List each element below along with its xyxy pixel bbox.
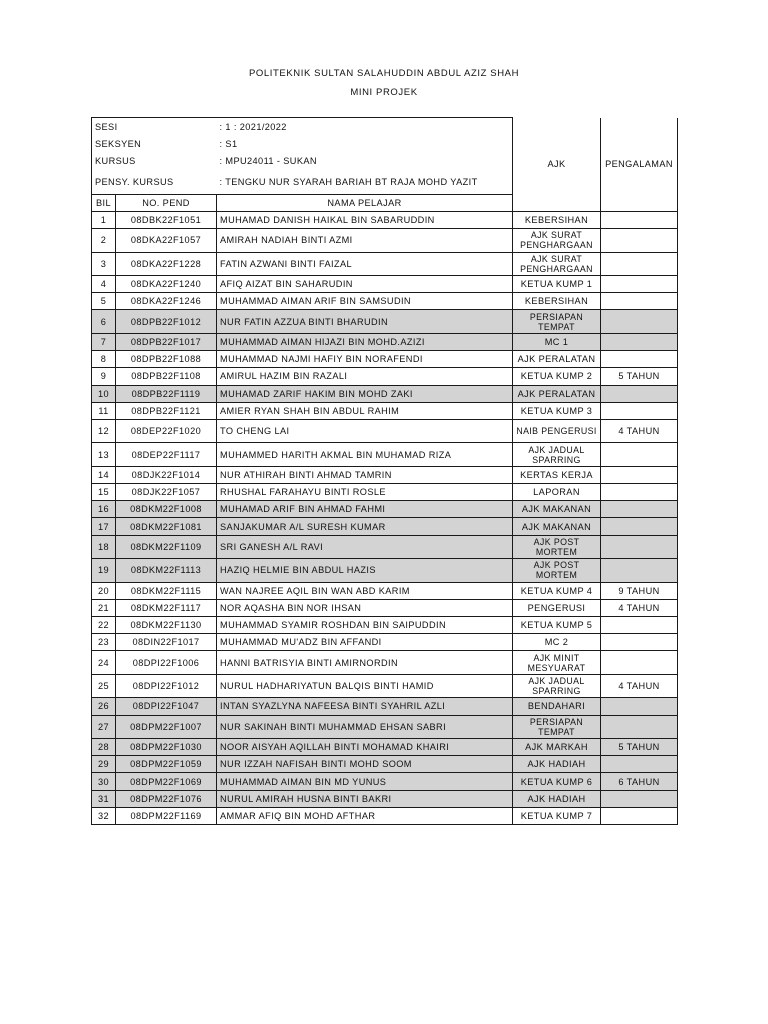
student-name: MUHAMMAD AIMAN ARIF BIN SAMSUDIN — [217, 293, 513, 310]
student-name: AMIRAH NADIAH BINTI AZMI — [217, 229, 513, 253]
ajk-role: AJK SURAT PENGHARGAAN — [513, 252, 601, 276]
student-id: 08DKA22F1228 — [116, 252, 217, 276]
table-row — [92, 773, 678, 790]
student-id: 08DJK22F1057 — [116, 484, 217, 501]
student-id: 08DPB22F1012 — [116, 310, 217, 334]
experience — [601, 756, 678, 773]
student-name: NURUL AMIRAH HUSNA BINTI BAKRI — [217, 790, 513, 807]
table-row — [92, 599, 678, 616]
ajk-role: PERSIAPAN TEMPAT — [513, 310, 601, 334]
experience — [601, 651, 678, 675]
row-number: 15 — [92, 484, 116, 501]
row-number: 8 — [92, 351, 116, 368]
student-name: HAZIQ HELMIE BIN ABDUL HAZIS — [217, 559, 513, 583]
student-id: 08DKA22F1057 — [116, 229, 217, 253]
table-row — [92, 559, 678, 583]
student-table — [91, 117, 678, 825]
student-name: HANNI BATRISYIA BINTI AMIRNORDIN — [217, 651, 513, 675]
ajk-role: KETUA KUMP 7 — [513, 807, 601, 824]
row-number: 1 — [92, 211, 116, 228]
row-number: 22 — [92, 617, 116, 634]
ajk-role: MC 1 — [513, 333, 601, 350]
ajk-role: PERSIAPAN TEMPAT — [513, 715, 601, 739]
experience — [601, 466, 678, 483]
row-number: 31 — [92, 790, 116, 807]
ajk-header: AJK — [513, 118, 601, 212]
row-number: 18 — [92, 535, 116, 559]
ajk-role: MC 2 — [513, 634, 601, 651]
student-name: MUHAMAD ZARIF HAKIM BIN MOHD ZAKI — [217, 385, 513, 402]
student-name: NOR AQASHA BIN NOR IHSAN — [217, 599, 513, 616]
row-number: 4 — [92, 276, 116, 293]
experience — [601, 807, 678, 824]
student-name: NUR SAKINAH BINTI MUHAMMAD EHSAN SABRI — [217, 715, 513, 739]
institution-title: POLITEKNIK SULTAN SALAHUDDIN ABDUL AZIZ SHAH — [248, 68, 520, 79]
row-number: 2 — [92, 229, 116, 253]
ajk-role: KEBERSIHAN — [513, 293, 601, 310]
ajk-role: AJK PERALATAN — [513, 351, 601, 368]
student-name: NUR ATHIRAH BINTI AHMAD TAMRIN — [217, 466, 513, 483]
student-id: 08DKA22F1246 — [116, 293, 217, 310]
table-row — [92, 501, 678, 518]
ajk-role: AJK SURAT PENGHARGAAN — [513, 229, 601, 253]
student-name: WAN NAJREE AQIL BIN WAN ABD KARIM — [217, 582, 513, 599]
experience — [601, 211, 678, 228]
ajk-role: KETUA KUMP 4 — [513, 582, 601, 599]
table-row — [92, 211, 678, 228]
ajk-role: AJK POST MORTEM — [513, 535, 601, 559]
experience — [601, 351, 678, 368]
table-row — [92, 385, 678, 402]
table-row — [92, 790, 678, 807]
experience — [601, 559, 678, 583]
student-id: 08DBK22F1051 — [116, 211, 217, 228]
experience — [601, 634, 678, 651]
table-row — [92, 807, 678, 824]
student-name: NURUL HADHARIYATUN BALQIS BINTI HAMID — [217, 674, 513, 698]
kursus-value: : MPU24011 - SUKAN — [217, 153, 513, 170]
table-row — [92, 715, 678, 739]
student-name: MUHAMMAD AIMAN HIJAZI BIN MOHD.AZIZI — [217, 333, 513, 350]
sesi-value: : 1 : 2021/2022 — [217, 118, 513, 136]
ajk-role: NAIB PENGERUSI — [513, 419, 601, 443]
ajk-role: KETUA KUMP 2 — [513, 368, 601, 385]
table-row — [92, 351, 678, 368]
student-id: 08DEP22F1020 — [116, 419, 217, 443]
student-name: MUHAMMAD SYAMIR ROSHDAN BIN SAIPUDDIN — [217, 617, 513, 634]
student-id: 08DPM22F1030 — [116, 739, 217, 756]
ajk-role: KETUA KUMP 3 — [513, 402, 601, 419]
table-row — [92, 333, 678, 350]
table-row — [92, 252, 678, 276]
experience: 4 TAHUN — [601, 419, 678, 443]
row-number: 3 — [92, 252, 116, 276]
experience: 5 TAHUN — [601, 739, 678, 756]
table-row — [92, 293, 678, 310]
student-id: 08DKM22F1117 — [116, 599, 217, 616]
ajk-role: KEBERSIHAN — [513, 211, 601, 228]
student-id: 08DPI22F1006 — [116, 651, 217, 675]
student-name: MUHAMMAD NAJMI HAFIY BIN NORAFENDI — [217, 351, 513, 368]
ajk-role: AJK HADIAH — [513, 790, 601, 807]
student-name: MUHAMAD DANISH HAIKAL BIN SABARUDDIN — [217, 211, 513, 228]
project-title: MINI PROJEK — [350, 87, 418, 98]
student-id: 08DKM22F1109 — [116, 535, 217, 559]
experience — [601, 402, 678, 419]
student-id: 08DPM22F1076 — [116, 790, 217, 807]
student-id: 08DPB22F1088 — [116, 351, 217, 368]
student-name: NUR IZZAH NAFISAH BINTI MOHD SOOM — [217, 756, 513, 773]
table-row — [92, 651, 678, 675]
table-row — [92, 617, 678, 634]
ajk-role: AJK POST MORTEM — [513, 559, 601, 583]
experience — [601, 252, 678, 276]
row-number: 16 — [92, 501, 116, 518]
experience — [601, 617, 678, 634]
student-id: 08DJK22F1014 — [116, 466, 217, 483]
experience — [601, 535, 678, 559]
row-number: 20 — [92, 582, 116, 599]
row-number: 29 — [92, 756, 116, 773]
ajk-role: BENDAHARI — [513, 698, 601, 715]
table-row — [92, 229, 678, 253]
bil-header: BIL — [92, 194, 116, 211]
table-row — [92, 739, 678, 756]
table-row — [92, 368, 678, 385]
student-name: AMMAR AFIQ BIN MOHD AFTHAR — [217, 807, 513, 824]
experience — [601, 715, 678, 739]
experience — [601, 518, 678, 535]
student-name: AMIRUL HAZIM BIN RAZALI — [217, 368, 513, 385]
table-row — [92, 582, 678, 599]
experience — [601, 484, 678, 501]
student-name: TO CHENG LAI — [217, 419, 513, 443]
student-id: 08DKM22F1081 — [116, 518, 217, 535]
table-row — [92, 634, 678, 651]
student-id: 08DPM22F1059 — [116, 756, 217, 773]
student-name: SANJAKUMAR A/L SURESH KUMAR — [217, 518, 513, 535]
student-name: RHUSHAL FARAHAYU BINTI ROSLE — [217, 484, 513, 501]
row-number: 12 — [92, 419, 116, 443]
student-name: MUHAMMED HARITH AKMAL BIN MUHAMAD RIZA — [217, 443, 513, 467]
ajk-role: AJK MAKANAN — [513, 518, 601, 535]
experience: 4 TAHUN — [601, 674, 678, 698]
experience — [601, 310, 678, 334]
row-number: 17 — [92, 518, 116, 535]
ajk-role: LAPORAN — [513, 484, 601, 501]
student-name: AMIER RYAN SHAH BIN ABDUL RAHIM — [217, 402, 513, 419]
student-id: 08DEP22F1117 — [116, 443, 217, 467]
ajk-role: AJK JADUAL SPARRING — [513, 443, 601, 467]
ajk-role: AJK PERALATAN — [513, 385, 601, 402]
ajk-role: AJK HADIAH — [513, 756, 601, 773]
table-row — [92, 402, 678, 419]
student-id: 08DKM22F1115 — [116, 582, 217, 599]
table-row — [92, 276, 678, 293]
student-id: 08DPI22F1012 — [116, 674, 217, 698]
row-number: 10 — [92, 385, 116, 402]
experience — [601, 276, 678, 293]
no-pend-header: NO. PEND — [116, 194, 217, 211]
student-name: AFIQ AIZAT BIN SAHARUDIN — [217, 276, 513, 293]
table-row — [92, 443, 678, 467]
table-row — [92, 466, 678, 483]
student-id: 08DKM22F1130 — [116, 617, 217, 634]
student-id: 08DPM22F1007 — [116, 715, 217, 739]
row-number: 30 — [92, 773, 116, 790]
experience — [601, 229, 678, 253]
kursus-label: KURSUS — [92, 153, 217, 170]
student-name: MUHAMMAD AIMAN BIN MD YUNUS — [217, 773, 513, 790]
experience: 6 TAHUN — [601, 773, 678, 790]
table-row — [92, 756, 678, 773]
row-number: 21 — [92, 599, 116, 616]
pensy-label: PENSY. KURSUS — [92, 170, 217, 195]
row-number: 24 — [92, 651, 116, 675]
row-number: 32 — [92, 807, 116, 824]
seksyen-label: SEKSYEN — [92, 135, 217, 152]
row-number: 26 — [92, 698, 116, 715]
experience — [601, 501, 678, 518]
experience: 9 TAHUN — [601, 582, 678, 599]
row-number: 25 — [92, 674, 116, 698]
ajk-role: KERTAS KERJA — [513, 466, 601, 483]
row-number: 28 — [92, 739, 116, 756]
student-name: MUHAMMAD MU'ADZ BIN AFFANDI — [217, 634, 513, 651]
ajk-role: AJK JADUAL SPARRING — [513, 674, 601, 698]
row-number: 9 — [92, 368, 116, 385]
student-id: 08DPB22F1119 — [116, 385, 217, 402]
student-id: 08DKA22F1240 — [116, 276, 217, 293]
ajk-role: AJK MINIT MESYUARAT — [513, 651, 601, 675]
pensy-value: : TENGKU NUR SYARAH BARIAH BT RAJA MOHD YAZIT — [217, 170, 513, 195]
experience — [601, 698, 678, 715]
student-name: INTAN SYAZLYNA NAFEESA BINTI SYAHRIL AZLI — [217, 698, 513, 715]
row-number: 23 — [92, 634, 116, 651]
table-row — [92, 674, 678, 698]
student-id: 08DPM22F1069 — [116, 773, 217, 790]
student-id: 08DPM22F1169 — [116, 807, 217, 824]
student-id: 08DPB22F1121 — [116, 402, 217, 419]
student-name: SRI GANESH A/L RAVI — [217, 535, 513, 559]
experience: 5 TAHUN — [601, 368, 678, 385]
experience — [601, 385, 678, 402]
experience — [601, 443, 678, 467]
ajk-role: AJK MAKANAN — [513, 501, 601, 518]
student-name: MUHAMAD ARIF BIN AHMAD FAHMI — [217, 501, 513, 518]
row-number: 6 — [92, 310, 116, 334]
student-id: 08DIN22F1017 — [116, 634, 217, 651]
student-name: FATIN AZWANI BINTI FAIZAL — [217, 252, 513, 276]
table-row — [92, 419, 678, 443]
experience: 4 TAHUN — [601, 599, 678, 616]
row-number: 19 — [92, 559, 116, 583]
student-id: 08DKM22F1008 — [116, 501, 217, 518]
table-row — [92, 518, 678, 535]
table-row — [92, 698, 678, 715]
experience — [601, 790, 678, 807]
ajk-role: AJK MARKAH — [513, 739, 601, 756]
nama-header: NAMA PELAJAR — [217, 194, 513, 211]
student-name: NUR FATIN AZZUA BINTI BHARUDIN — [217, 310, 513, 334]
pengalaman-header: PENGALAMAN — [601, 118, 678, 212]
student-id: 08DPB22F1108 — [116, 368, 217, 385]
row-number: 7 — [92, 333, 116, 350]
student-id: 08DKM22F1113 — [116, 559, 217, 583]
row-number: 11 — [92, 402, 116, 419]
ajk-role: KETUA KUMP 6 — [513, 773, 601, 790]
student-name: NOOR AISYAH AQILLAH BINTI MOHAMAD KHAIRI — [217, 739, 513, 756]
ajk-role: KETUA KUMP 5 — [513, 617, 601, 634]
student-id: 08DPI22F1047 — [116, 698, 217, 715]
table-row — [92, 484, 678, 501]
row-number: 5 — [92, 293, 116, 310]
ajk-role: PENGERUSI — [513, 599, 601, 616]
row-number: 14 — [92, 466, 116, 483]
experience — [601, 293, 678, 310]
row-number: 13 — [92, 443, 116, 467]
experience — [601, 333, 678, 350]
table-row — [92, 535, 678, 559]
seksyen-value: : S1 — [217, 135, 513, 152]
table-row — [92, 310, 678, 334]
sesi-label: SESI — [92, 118, 217, 136]
ajk-role: KETUA KUMP 1 — [513, 276, 601, 293]
student-id: 08DPB22F1017 — [116, 333, 217, 350]
row-number: 27 — [92, 715, 116, 739]
